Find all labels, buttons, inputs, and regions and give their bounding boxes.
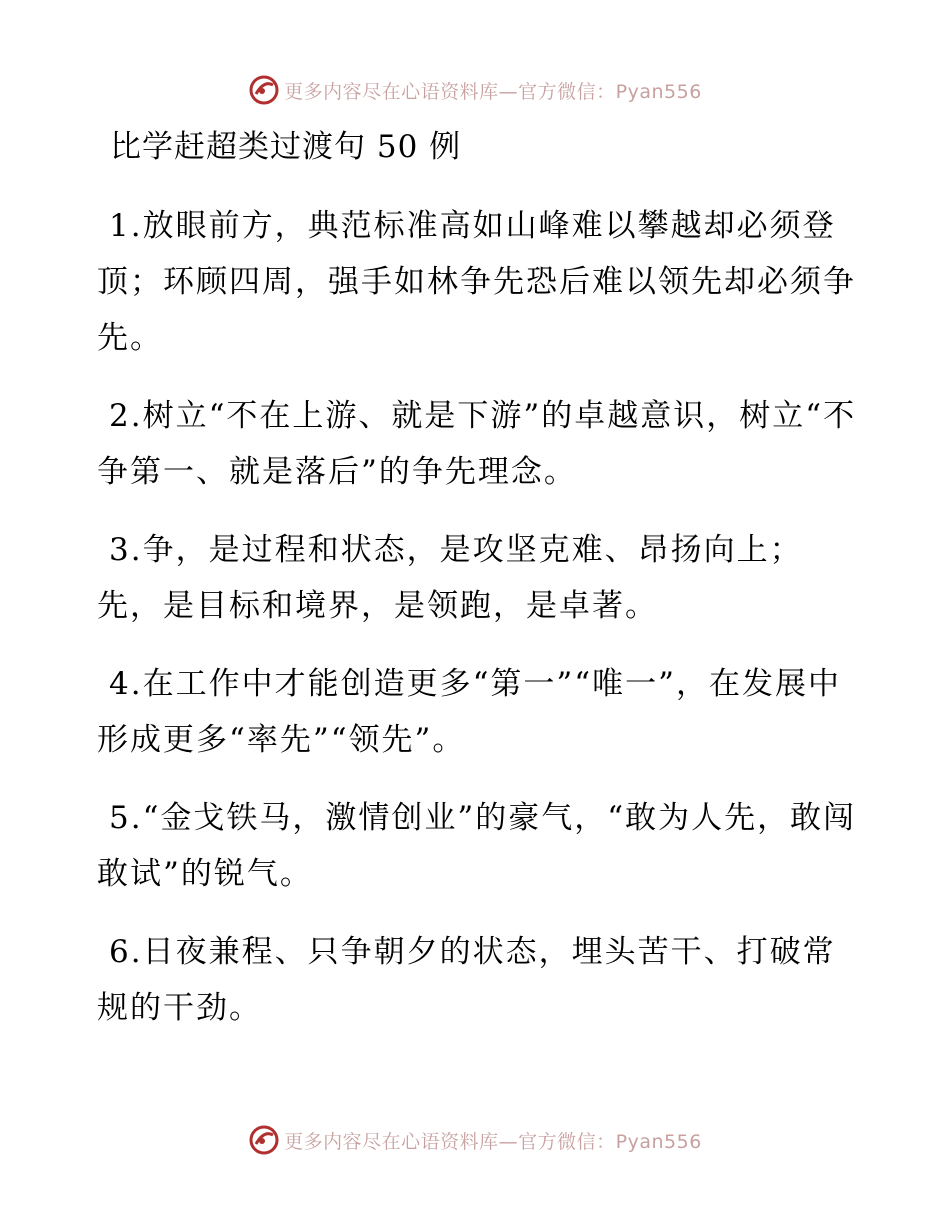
logo-icon (248, 1124, 280, 1156)
list-item: 6.日夜兼程、只争朝夕的状态，埋头苦干、打破常规的干劲。 (97, 934, 836, 1026)
watermark-text: 更多内容尽在心语资料库—官方微信：Pyan556 (284, 1130, 702, 1153)
document-title: 比学赶超类过渡句 50 例 (110, 129, 462, 165)
list-item: 2.树立“不在上游、就是下游”的卓越意识，树立“不争第一、就是落后”的争先理念。 (97, 398, 857, 490)
watermark-text: 更多内容尽在心语资料库—官方微信：Pyan556 (284, 80, 702, 103)
logo-icon (248, 74, 280, 106)
list-item: 3.争，是过程和状态，是攻坚克难、昂扬向上；先，是目标和境界，是领跑，是卓著。 (97, 532, 803, 624)
list-item: 5.“金戈铁马，激情创业”的豪气，“敢为人先，敢闯敢试”的锐气。 (97, 800, 857, 892)
footer-watermark (0, 1120, 950, 1160)
list-item: 1.放眼前方，典范标准高如山峰难以攀越却必须登顶；环顾四周，强手如林争先恐后难以领先却必须争先。 (97, 208, 856, 356)
header-watermark (0, 70, 950, 110)
list-item: 4.在工作中才能创造更多“第一”“唯一”，在发展中形成更多“率先”“领先”。 (97, 666, 841, 758)
document-body (97, 198, 857, 1058)
